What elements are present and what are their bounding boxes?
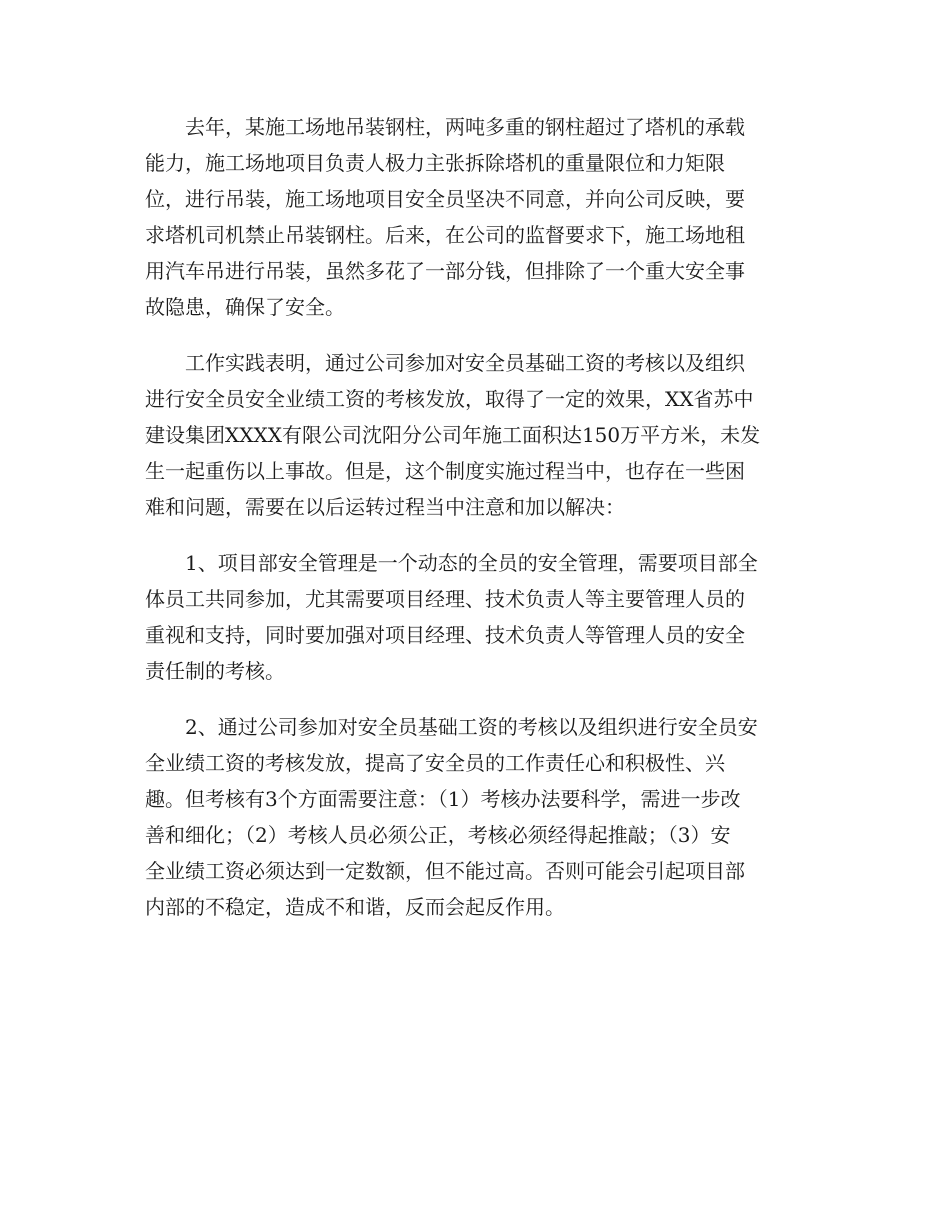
paragraph-line: 1、项目部安全管理是一个动态的全员的安全管理，需要项目部全 xyxy=(145,551,758,575)
paragraph-line: 生一起重伤以上事故。但是，这个制度实施过程当中，也存在一些困 xyxy=(145,459,745,483)
paragraph-line: 工作实践表明，通过公司参加对安全员基础工资的考核以及组织 xyxy=(145,351,745,375)
paragraph-line: 善和细化；（2）考核人员必须公正，考核必须经得起推敲；（3）安 xyxy=(145,823,731,847)
paragraph-line: 进行安全员安全业绩工资的考核发放，取得了一定的效果，XX省苏中 xyxy=(145,387,754,411)
paragraph-line: 去年，某施工场地吊装钢柱，两吨多重的钢柱超过了塔机的承载 xyxy=(145,115,745,139)
paragraph-4 xyxy=(145,709,810,925)
paragraph-line: 用汽车吊进行吊装，虽然多花了一部分钱，但排除了一个重大安全事 xyxy=(145,259,745,283)
paragraph-line: 责任制的考核。 xyxy=(145,659,285,683)
paragraph-1 xyxy=(145,109,810,325)
paragraph-line: 内部的不稳定，造成不和谐，反而会起反作用。 xyxy=(145,895,565,919)
paragraph-line: 故隐患，确保了安全。 xyxy=(145,295,345,319)
paragraph-line: 能力，施工场地项目负责人极力主张拆除塔机的重量限位和力矩限 xyxy=(145,151,725,175)
paragraph-line: 全业绩工资的考核发放，提高了安全员的工作责任心和积极性、兴 xyxy=(145,751,725,775)
paragraph-2 xyxy=(145,345,810,525)
paragraph-line: 体员工共同参加，尤其需要项目经理、技术负责人等主要管理人员的 xyxy=(145,587,745,611)
paragraph-line: 2、通过公司参加对安全员基础工资的考核以及组织进行安全员安 xyxy=(145,715,758,739)
paragraph-line: 难和问题，需要在以后运转过程当中注意和加以解决： xyxy=(145,495,625,519)
paragraph-line: 全业绩工资必须达到一定数额，但不能过高。否则可能会引起项目部 xyxy=(145,859,745,883)
paragraph-3 xyxy=(145,545,810,689)
paragraph-line: 建设集团XXXX有限公司沈阳分公司年施工面积达150万平方米，未发 xyxy=(145,423,761,447)
paragraph-line: 位，进行吊装，施工场地项目安全员坚决不同意，并向公司反映，要 xyxy=(145,187,745,211)
paragraph-line: 重视和支持，同时要加强对项目经理、技术负责人等管理人员的安全 xyxy=(145,623,745,647)
paragraph-line: 趣。但考核有3个方面需要注意：（1）考核办法要科学，需进一步改 xyxy=(145,787,741,811)
paragraph-line: 求塔机司机禁止吊装钢柱。后来，在公司的监督要求下，施工场地租 xyxy=(145,223,745,247)
